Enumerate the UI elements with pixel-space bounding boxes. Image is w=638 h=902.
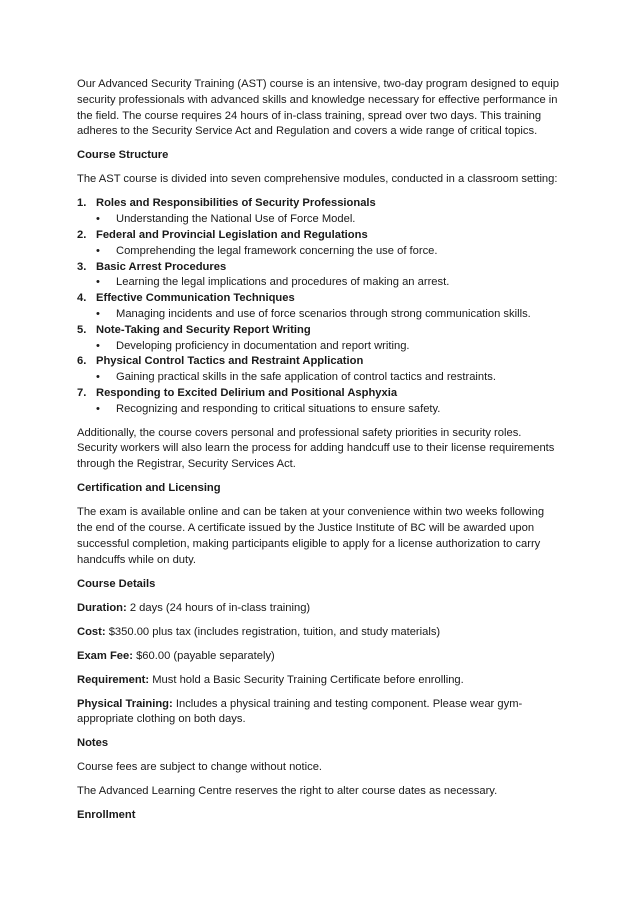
course-structure-lead: The AST course is divided into seven comprehensive modules, conducted in a classroom setting: — [77, 173, 558, 186]
enrollment-heading: Enrollment — [77, 809, 136, 822]
course-structure-heading: Course Structure — [77, 149, 169, 162]
detail-duration — [77, 601, 562, 617]
module-detail: Managing incidents and use of force scenarios through strong communication skills. — [116, 307, 531, 320]
detail-value: Must hold a Basic Security Training Certificate before enrolling. — [149, 673, 464, 686]
module-detail: Gaining practical skills in the safe application of control tactics and restraints. — [116, 371, 496, 384]
notes-line: The Advanced Learning Centre reserves the right to alter course dates as necessary. — [77, 785, 498, 798]
module-number: 4. — [77, 292, 87, 305]
detail-value: Includes a physical training and testing component. Please wear gym-appropriate clothing on both days. — [77, 697, 523, 726]
module-detail: Recognizing and responding to critical situations to ensure safety. — [116, 402, 441, 415]
detail-label: Requirement: — [77, 673, 150, 686]
bullet-icon: • — [96, 244, 100, 257]
certification-paragraph: The exam is available online and can be taken at your convenience within two weeks following the end of the course. A certificate issued by the Justice Institute of BC will be awarded upon successful completion, making participants eligible to apply for a license authorization to carry handcuffs while on duty. — [77, 506, 545, 566]
detail-label: Exam Fee: — [77, 649, 133, 662]
bullet-icon: • — [96, 339, 100, 352]
bullet-icon: • — [96, 371, 100, 384]
detail-value: $60.00 (payable separately) — [132, 649, 275, 662]
module-item — [77, 196, 562, 228]
intro-paragraph: Our Advanced Security Training (AST) course is an intensive, two-day program designed to equip security professionals with advanced skills and knowledge necessary for effective performance in the field. The course requires 24 hours of in-class training, spread over two days. This training adheres to the Security Service Act and Regulation and covers a wide range of critical topics. — [77, 78, 559, 138]
module-detail: Learning the legal implications and procedures of making an arrest. — [116, 276, 450, 289]
detail-value: $350.00 plus tax (includes registration, tuition, and study materials) — [105, 625, 441, 638]
module-title: Note-Taking and Security Report Writing — [96, 323, 311, 336]
detail-exam-fee — [77, 649, 562, 665]
module-number: 2. — [77, 228, 87, 241]
bullet-icon: • — [96, 213, 100, 226]
module-item — [77, 323, 562, 355]
module-item — [77, 291, 562, 323]
module-number: 3. — [77, 260, 87, 273]
module-detail: Understanding the National Use of Force Model. — [116, 213, 356, 226]
module-detail: Developing proficiency in documentation and report writing. — [116, 339, 410, 352]
module-title: Roles and Responsibilities of Security Professionals — [96, 197, 376, 210]
certification-heading: Certification and Licensing — [77, 482, 221, 495]
bullet-icon: • — [96, 307, 100, 320]
module-title: Basic Arrest Procedures — [96, 260, 227, 273]
detail-label: Physical Training: — [77, 697, 173, 710]
module-detail: Comprehending the legal framework concerning the use of force. — [116, 244, 438, 257]
detail-label: Duration: — [77, 601, 127, 614]
module-title: Federal and Provincial Legislation and Regulations — [96, 228, 368, 241]
module-number: 1. — [77, 197, 87, 210]
module-title: Effective Communication Techniques — [96, 292, 295, 305]
module-list — [77, 196, 562, 417]
module-title: Responding to Excited Delirium and Positional Asphyxia — [96, 386, 398, 399]
additional-paragraph: Additionally, the course covers personal and professional safety priorities in security roles. Security workers will also learn the process for adding handcuff use to their license requirements through the Registrar, Security Services Act. — [77, 426, 555, 471]
detail-label: Cost: — [77, 625, 106, 638]
course-details-heading: Course Details — [77, 577, 156, 590]
module-item — [77, 260, 562, 292]
module-number: 7. — [77, 386, 87, 399]
detail-requirement — [77, 673, 562, 689]
notes-heading: Notes — [77, 737, 109, 750]
module-number: 5. — [77, 323, 87, 336]
bullet-icon: • — [96, 402, 100, 415]
module-title: Physical Control Tactics and Restraint Application — [96, 355, 364, 368]
detail-value: 2 days (24 hours of in-class training) — [126, 601, 311, 614]
module-item — [77, 354, 562, 386]
bullet-icon: • — [96, 276, 100, 289]
module-item — [77, 228, 562, 260]
detail-cost — [77, 625, 562, 641]
module-item — [77, 386, 562, 418]
notes-line: Course fees are subject to change without notice. — [77, 761, 323, 774]
module-number: 6. — [77, 355, 87, 368]
detail-physical-training — [77, 697, 562, 729]
